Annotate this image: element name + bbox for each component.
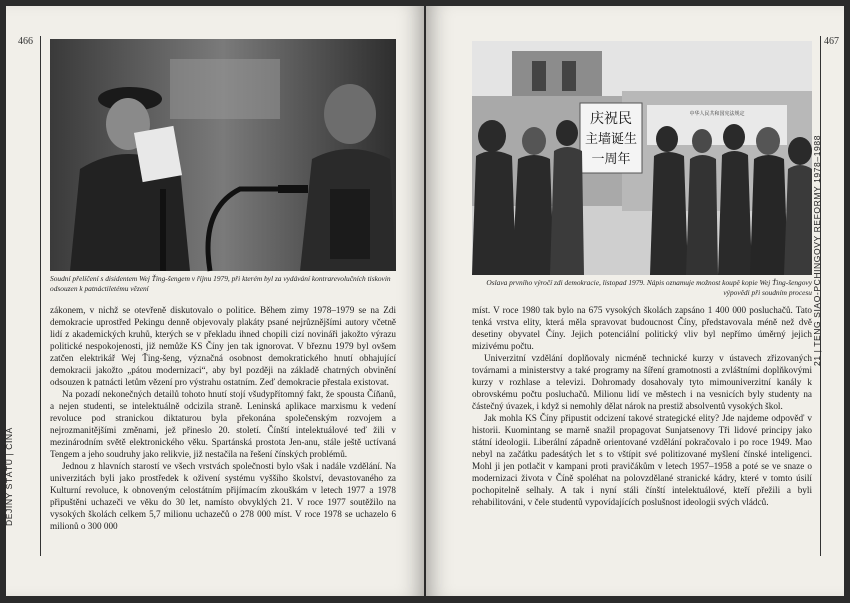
photo-caption-right: Oslava prvního výročí zdi demokracie, listopad 1979. Nápis oznamuje možnost koupě kopie Wej Ťing-šengovy výpovědi při soudním procesu	[486, 278, 812, 297]
sidebar-title-left: DĚJINY STÁTŮ | ČÍNA	[4, 427, 14, 526]
photo-trial	[50, 39, 396, 271]
sign-line-2: 主墙诞生	[584, 132, 638, 147]
body-text-left	[50, 304, 396, 532]
body-text-right	[472, 304, 812, 508]
left-page	[6, 6, 424, 596]
page-number-right: 467	[824, 36, 839, 47]
sign-small-text: 中华人民共和国宪法规定	[689, 111, 745, 117]
paragraph: Univerzitní vzdělání doplňovaly nicméně technické kurzy v ústavech zřizovaných továrnami a ministerstvy a také programy na šíření gramotnosti a zvláštními doplňkovými kurzy v rozhlase a televizi. Dohromady dosahovaly tyto mimouniverzitní kanály k obrovskému počtu posluchačů. Milionu lidí ve městech i na vesnicích byly studenty na částečný úvazek, i když si nemohly dělat nárok na prestiž absolventů vysokých škol.	[472, 353, 812, 411]
paragraph: Jednou z hlavních starostí ve všech vrstvách společnosti bylo však i nadále vzdělání. Na univerzitách byli jako prostředek k oživení systému vyššího školství, devastovaného za Kulturní revoluce, k obnoveným celostátním přijímacím zkouškám v letech 1977 a 1978 připuštěni uchazeči ve věku do 30 let, namísto obvyklých 21. V roce 1977 soutěžilo na vysokých školách celkem 5,7 milionu uchazečů o 278 000 míst. V roce 1978 se uchazelo 6 milionů o 300 000	[50, 461, 396, 531]
right-page	[426, 6, 844, 596]
left-margin-rule	[40, 36, 41, 556]
paragraph: míst. V roce 1980 tak bylo na 675 vysokých školách zapsáno 1 400 000 posluchačů. Tato tenká vrstva elity, která měla spravovat budoucnost Číny, představovala méně než dvě desetiny obyvatel Číny. Jejich potenciální politický vliv byl nepřímo úměrný jejich mizivému počtu.	[472, 305, 812, 351]
paragraph: zákonem, v nichž se otevřeně diskutovalo o politice. Během zimy 1978–1979 se na Zdi demokracie uprostřed Pekingu denně objevovaly plakáty psané nejrůznějšími autory včetně lidí z akademických kruhů, kterých se v překladu ihned chopili cizí novináři jakožto výrazu politické nespokojenosti, již nemůže KS Číny jen tak ignorovat. V březnu 1979 byl ovšem zatčen elektrikář Wej Ťing-šeng, význačná osobnost demokratického hnutí obhajující demokracii jakožto „pátou modernizaci“, aby byl později na základě chatrných obvinění odsouzen k patnácti letům vězení pro výstrahu ostatním. Zeď demokracie přestala existovat.	[50, 305, 396, 387]
trial-photo-image	[50, 39, 396, 271]
page-number-left: 466	[18, 36, 33, 47]
photo-democracy-wall	[472, 41, 812, 275]
sign-line-3: 一周年	[591, 152, 631, 167]
paragraph: Jak mohla KS Číny připustit odcizení takové strategické elity? Jde najdeme odpověď v historii. Kuomintang se marně snažil propagovat Sunjatsenovy Tři lidové principy jako státní ideologii. Liberální západně orientované vzdělání pokračovalo i po roce 1949. Mao nebyl na začátku padesátých let s to vštípit své politizované myšlení čínské inteligenci. Mohl ji jen potlačit v kampani proti pravičákům v letech 1957–1958 a poté se ve snaze o modernizaci života v Číně spoléhat na polovzdělané stranické kádry, které v tomto úsilí pochopitelně selhaly. A tak i nyní stáli čínští intelektuálové, kteří přežili a byli rehabilitováni, v čele studentů vypovídajících poslušnost ideologii svých vládců.	[472, 413, 812, 507]
democracy-wall-photo-image	[472, 41, 812, 275]
sidebar-title-right: 21 | TENG SIAO-PCHINGOVY REFORMY 1978–1988	[812, 134, 822, 366]
paragraph: Na pozadí nekonečných detailů tohoto hnutí stojí všudypřítomný fakt, že spousta Číňanů, a nejen studenti, se intelektuálně odcizila straně. Leninská aplikace marxismu k vedení revoluce pod stranickou diktaturou byla překonána společenským rozvojem a nejrozmanitějšími změnami, jež přineslo 20. století. Čínští intelektuálové teď žili v mezinárodním světě elektronického věku. Spartánská prostota Jen-anu, stále ještě uctívaná Tengem a jeho soudruhy jako relikvie, již nestačila na řešení čínských problémů.	[50, 389, 396, 459]
photo-caption-left: Soudní přelíčení s disidentem Wej Ťing-šengem v říjnu 1979, při kterém byl za vydávání kontrarevolučních tiskovin odsouzen k patnáctiletému vězení	[50, 274, 391, 293]
sign-line-1: 庆祝民	[590, 111, 632, 127]
